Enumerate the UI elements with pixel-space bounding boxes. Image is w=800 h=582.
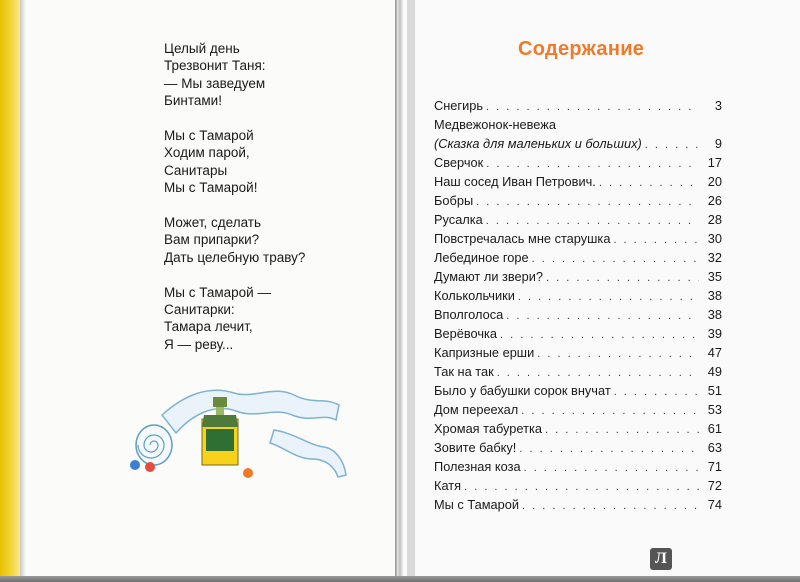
toc-entry (434, 229, 722, 248)
toc-leader-dots (524, 459, 699, 478)
poem-line: Тамара лечит, (164, 319, 253, 335)
poem-line: Дать целебную траву? (164, 249, 306, 265)
poem-line: Целый день (164, 41, 240, 56)
page-shadow (20, 0, 26, 582)
toc-entry (434, 457, 722, 476)
toc-entry-title: Сверчок (434, 155, 484, 170)
stanza (164, 284, 384, 354)
toc-leader-dots (532, 250, 699, 269)
toc-entry-title: (Сказка для маленьких и больших) (434, 136, 642, 151)
toc-entry-page: 28 (707, 212, 722, 227)
toc-entry (434, 172, 722, 191)
poem-line: Санитарки: (164, 302, 235, 318)
toc-entry (434, 305, 722, 324)
bandage-ribbon (162, 390, 339, 433)
toc-entry-title: Лебединое горе (434, 250, 529, 265)
bottle-label (206, 429, 234, 451)
toc-entry-title: Хромая табуретка (434, 421, 542, 436)
toc-entry-page: 49 (707, 364, 722, 379)
poem-line: Бинтами! (164, 93, 222, 109)
toc-entry-title: Капризные ерши (434, 345, 535, 360)
toc-entry (434, 324, 722, 343)
toc-entry (434, 248, 722, 267)
toc-entry (434, 438, 722, 457)
poem-line: Мы с Тамарой! (164, 180, 258, 196)
poem-line: Я — реву... (164, 336, 234, 352)
poem-line: Трезвонит Таня: (164, 58, 266, 74)
poem-line: Мы с Тамарой — (164, 284, 271, 300)
toc-entry (434, 343, 722, 362)
toc-entry-page: 38 (707, 288, 722, 303)
toc-entry-page: 74 (707, 497, 722, 512)
toc-entry-title: Верёвочка (434, 326, 498, 341)
toc-entry-page: 53 (707, 402, 722, 417)
toc-entry-title: Дом переехал (434, 402, 519, 417)
toc-entry (434, 419, 722, 438)
toc-entry-page: 72 (707, 478, 722, 493)
toc-entry-page: 63 (707, 440, 722, 455)
toc-entry-title: Повстречалась мне старушка (434, 231, 611, 246)
toc-entry (434, 115, 722, 134)
toc-leader-dots (614, 383, 699, 402)
toc-entry-page: 30 (707, 231, 722, 246)
bottle-shoulder (202, 415, 238, 427)
toc-leader-dots (599, 174, 699, 193)
toc-entry (434, 495, 722, 514)
toc-entry (434, 286, 722, 305)
blue-dot (130, 460, 140, 470)
poem-line: Санитары (164, 162, 228, 178)
toc-entry-title: Зовите бабку! (434, 440, 517, 455)
stanza (164, 127, 384, 197)
toc-leader-dots (537, 345, 699, 364)
toc-entry-page: 47 (707, 345, 722, 360)
poem (164, 40, 384, 371)
toc-entry (434, 400, 722, 419)
toc-entry-page: 20 (707, 174, 722, 189)
toc-entry-title: Медвежонок-невежа (434, 117, 556, 132)
toc-entry-page: 38 (707, 307, 722, 322)
poem-line: Может, сделать (164, 215, 262, 231)
toc-entry-title: Бобры (434, 193, 474, 208)
bandage-tail (270, 430, 346, 477)
toc-entry-title: Русалка (434, 212, 483, 227)
toc-entry-title: Вполголоса (434, 307, 504, 322)
toc-entry-page: 35 (707, 269, 722, 284)
toc-entry-page: 71 (707, 459, 722, 474)
toc-leader-dots (545, 421, 699, 440)
toc-leader-dots (519, 440, 699, 459)
stanza (164, 214, 384, 266)
bottle-cap (213, 397, 227, 407)
poem-line: — Мы заведуем (164, 75, 266, 91)
page-bottom-edge (0, 576, 800, 582)
labirint-logo-icon: Л (650, 548, 672, 570)
toc-entry-title: Полезная коза (434, 459, 521, 474)
toc-entry (434, 362, 722, 381)
toc-entry (434, 476, 722, 495)
toc-leader-dots (546, 269, 699, 288)
toc-entry (434, 153, 722, 172)
orange-dot (243, 468, 253, 478)
toc-entry-title: Наш сосед Иван Петрович. (434, 174, 596, 189)
toc-entry-page: 17 (707, 155, 722, 170)
toc-entry-title: Так на так (434, 364, 494, 379)
toc-leader-dots (645, 136, 699, 155)
toc-entry-page: 3 (714, 98, 722, 113)
book-cover-edge (0, 0, 20, 582)
poem-line: Ходим парой, (164, 145, 250, 161)
table-of-contents (434, 96, 722, 514)
red-dot (145, 462, 155, 472)
toc-entry-title: Колькольчики (434, 288, 515, 303)
toc-entry-title: Было у бабушки сорок внучат (434, 383, 611, 398)
stanza (164, 40, 384, 110)
toc-entry-page: 61 (707, 421, 722, 436)
toc-leader-dots (521, 402, 699, 421)
toc-leader-dots (506, 307, 699, 326)
toc-leader-dots (613, 231, 699, 250)
toc-entry-page: 51 (707, 383, 722, 398)
toc-entry (434, 267, 722, 286)
toc-entry (434, 96, 722, 115)
toc-entry-title: Думают ли звери? (434, 269, 544, 284)
left-page (12, 0, 407, 580)
toc-entry-title: Катя (434, 478, 462, 493)
toc-entry (434, 210, 722, 229)
toc-entry-page: 32 (707, 250, 722, 265)
toc-entry-page: 39 (707, 326, 722, 341)
toc-leader-dots (522, 497, 699, 516)
toc-entry (434, 134, 722, 153)
contents-title: Содержание (518, 38, 645, 60)
book-gutter (395, 0, 403, 582)
poem-line: Вам припарки? (164, 232, 260, 248)
toc-entry-title: Снегирь (434, 98, 484, 113)
toc-leader-dots (476, 193, 699, 212)
toc-entry (434, 191, 722, 210)
toc-leader-dots (518, 288, 699, 307)
toc-entry-page: 9 (714, 136, 722, 151)
bandage-and-bottle-illustration (124, 375, 364, 490)
toc-entry-title: Мы с Тамарой (434, 497, 520, 512)
poem-line: Мы с Тамарой (164, 128, 254, 144)
toc-entry (434, 381, 722, 400)
bottle-neck (216, 407, 224, 415)
toc-entry-page: 26 (707, 193, 722, 208)
bandage-roll (136, 425, 172, 465)
